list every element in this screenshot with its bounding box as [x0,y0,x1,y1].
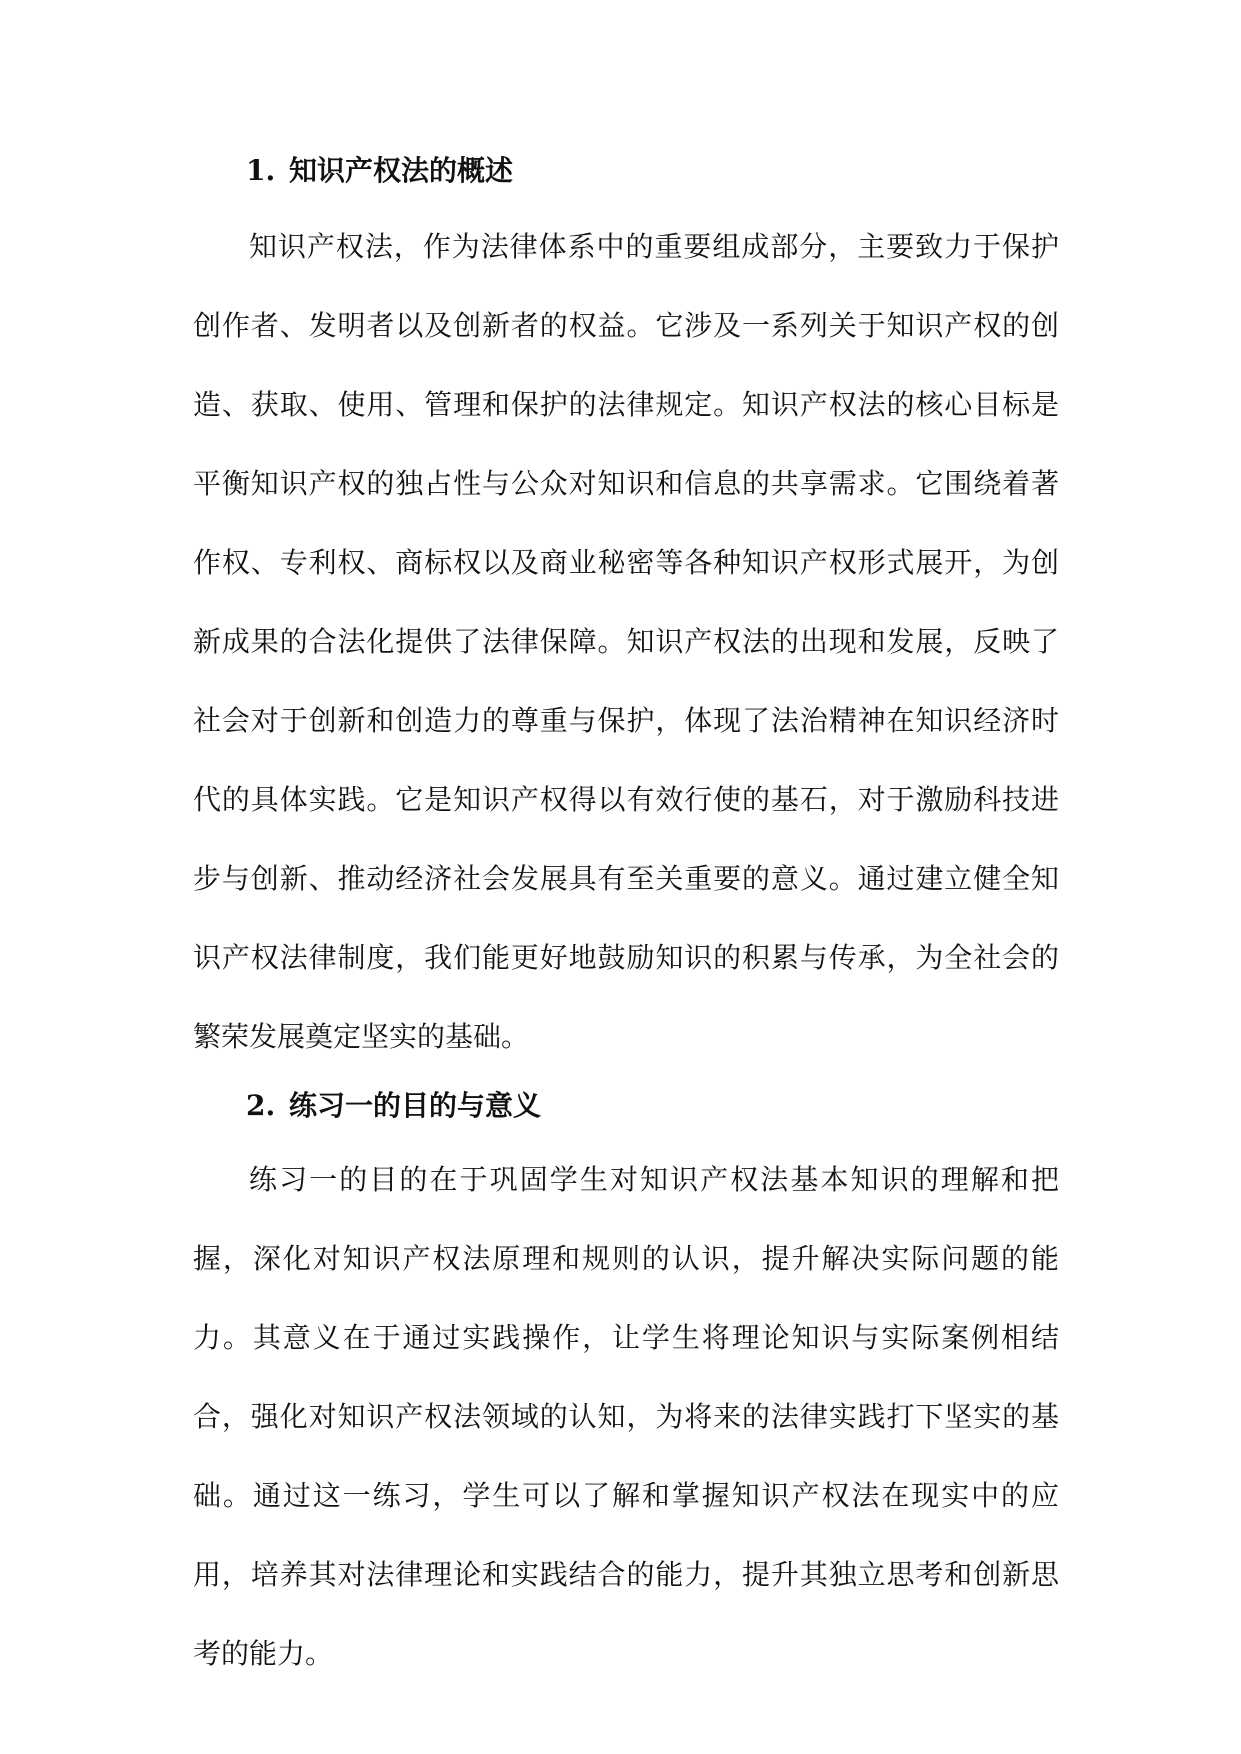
section-2-title: 练习一的目的与意义 [289,1089,542,1122]
section-2-paragraph: 练习一的目的在于巩固学生对知识产权法基本知识的理解和把握，深化对知识产权法原理和规则的认识，提升解决实际问题的能力。其意义在于通过实践操作，让学生将理论知识与实际案例相结合，强化对知识产权法领域的认知，为将来的法律实践打下坚实的基础。通过这一练习，学生可以了解和掌握知识产权法在现实中的应用，培养其对法律理论和实践结合的能力，提升其独立思考和创新思考的能力。 [193,1163,1059,1670]
section-2-heading [246,1086,541,1126]
section-1-heading [246,151,513,191]
section-1-number: 1. [246,154,276,187]
section-1-title: 知识产权法的概述 [289,154,514,187]
section-2-number: 2. [246,1089,276,1122]
section-1-paragraph: 知识产权法，作为法律体系中的重要组成部分，主要致力于保护创作者、发明者以及创新者的权益。它涉及一系列关于知识产权的创造、获取、使用、管理和保护的法律规定。知识产权法的核心目标是平衡知识产权的独占性与公众对知识和信息的共享需求。它围绕着著作权、专利权、商标权以及商业秘密等各种知识产权形式展开，为创新成果的合法化提供了法律保障。知识产权法的出现和发展，反映了社会对于创新和创造力的尊重与保护，体现了法治精神在知识经济时代的具体实践。它是知识产权得以有效行使的基石，对于激励科技进步与创新、推动经济社会发展具有至关重要的意义。通过建立健全知识产权法律制度，我们能更好地鼓励知识的积累与传承，为全社会的繁荣发展奠定坚实的基础。 [193,230,1059,1053]
